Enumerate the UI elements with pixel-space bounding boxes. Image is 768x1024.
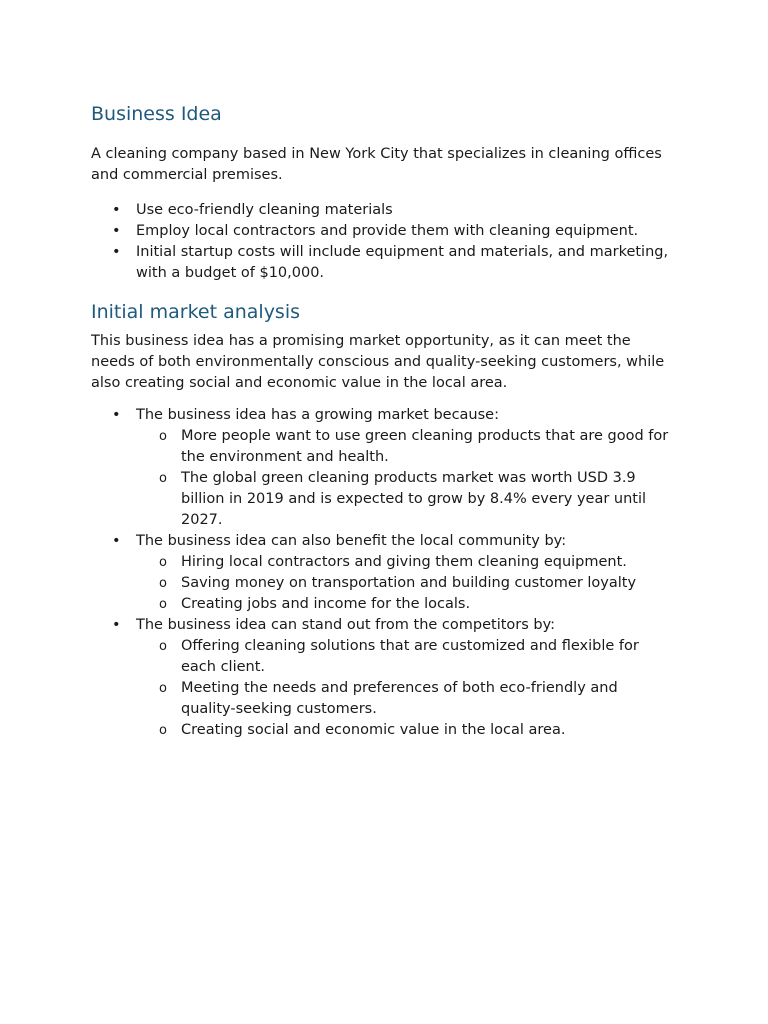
business-idea-paragraph: A cleaning company based in New York City that specializes in cleaning offices and commercial premises. [91,146,662,183]
sub-bullet-list [136,426,672,531]
bullet-marker: • [112,407,121,423]
sub-list-item [136,426,672,468]
sub-bullet-marker: o [159,639,167,654]
market-analysis-paragraph: This business idea has a promising market opportunity, as it can meet the needs of both environmentally conscious and quality-seeking customers, while also creating social and economic value in the local area. [91,333,665,391]
sub-list-item [136,636,672,678]
sub-list-item [136,468,672,531]
sub-bullet-marker: o [159,555,167,570]
sub-bullet-marker: o [159,471,167,486]
list-item-text: The business idea can also benefit the local community by: [136,533,567,549]
sub-bullet-marker: o [159,429,167,444]
list-item [91,200,672,221]
sub-list-item [136,594,672,615]
sub-list-item-text: The global green cleaning products market was worth USD 3.9 billion in 2019 and is expected to grow by 8.4% every year until 2027. [181,470,647,528]
bullet-marker: • [112,533,121,549]
list-item-text: Use eco-friendly cleaning materials [136,202,393,218]
bullet-marker: • [112,223,121,239]
market-analysis-bullet-list [91,405,672,741]
section-heading-market-analysis: Initial market analysis [91,301,301,323]
list-item [91,405,672,531]
list-item [91,242,672,284]
bullet-marker: • [112,202,121,218]
sub-bullet-list [136,636,672,741]
sub-bullet-marker: o [159,576,167,591]
list-item-text: The business idea can stand out from the competitors by: [136,617,556,633]
sub-list-item [136,573,672,594]
sub-list-item-text: Creating social and economic value in the local area. [181,722,566,738]
sub-bullet-marker: o [159,723,167,738]
sub-list-item-text: Meeting the needs and preferences of both eco-friendly and quality-seeking customers. [181,680,618,717]
sub-list-item [136,552,672,573]
section-heading-business-idea: Business Idea [91,103,222,125]
sub-bullet-marker: o [159,597,167,612]
list-item-text: Employ local contractors and provide them with cleaning equipment. [136,223,639,239]
sub-list-item-text: Creating jobs and income for the locals. [181,596,471,612]
bullet-marker: • [112,617,121,633]
sub-list-item-text: Hiring local contractors and giving them cleaning equipment. [181,554,627,570]
sub-list-item-text: Offering cleaning solutions that are customized and flexible for each client. [181,638,639,675]
list-item-text: Initial startup costs will include equipment and materials, and marketing, with a budget of $10,000. [136,244,669,281]
sub-bullet-marker: o [159,681,167,696]
sub-bullet-list [136,552,672,615]
sub-list-item-text: Saving money on transportation and building customer loyalty [181,575,637,591]
list-item [91,531,672,615]
list-item-text: The business idea has a growing market because: [136,407,499,423]
sub-list-item-text: More people want to use green cleaning products that are good for the environment and health. [181,428,669,465]
list-item [91,615,672,741]
business-idea-bullet-list [91,200,672,284]
sub-list-item [136,720,672,741]
bullet-marker: • [112,244,121,260]
list-item [91,221,672,242]
sub-list-item [136,678,672,720]
